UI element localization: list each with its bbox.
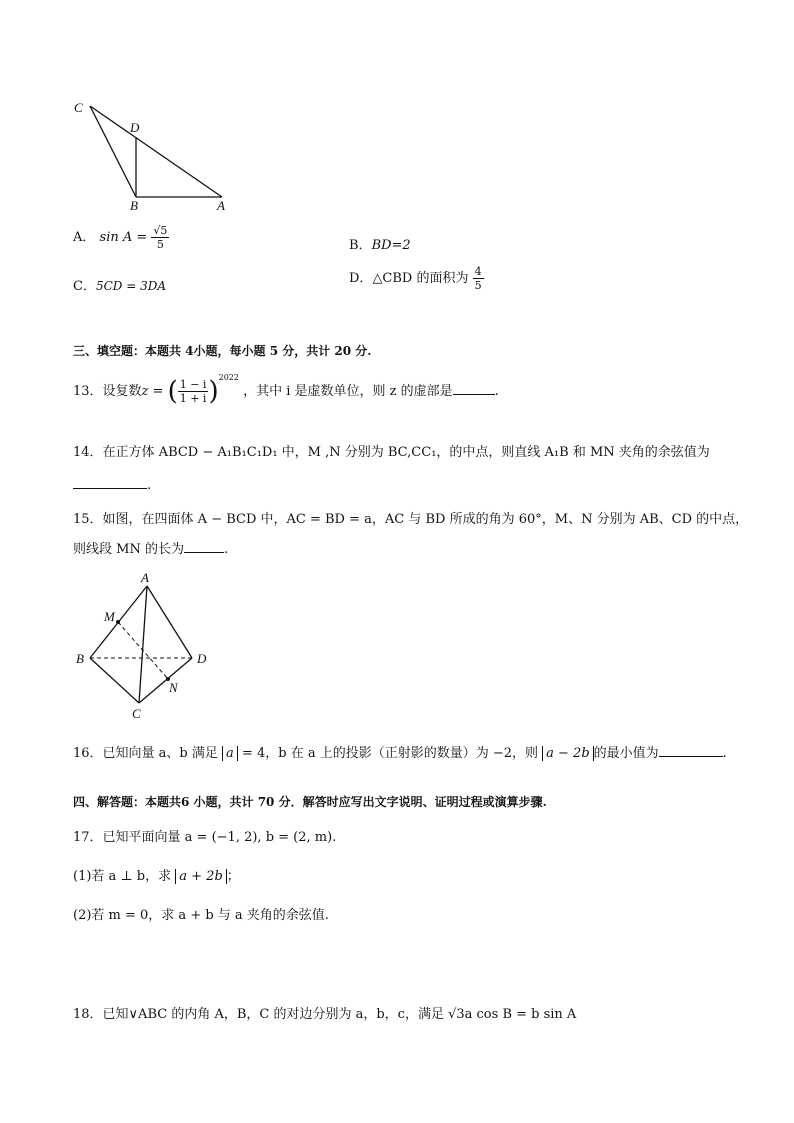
q17-part1-pre: (1)若 a ⊥ b，求 — [73, 869, 172, 884]
tetra-label-b: B — [76, 651, 84, 666]
q15-line2-text: 则线段 MN 的长为 — [73, 542, 184, 557]
point-m — [116, 620, 120, 624]
option-d-fraction — [473, 265, 484, 292]
option-b-text: BD=2 — [371, 238, 411, 253]
tetra-label-n: N — [169, 680, 178, 695]
tetra-label-c: C — [132, 706, 141, 721]
question-13: 13．设复数z = ( $\frac{1 - i}{1 + i}$ )$^{2022}$ ，其中 i 是虚数单位，则 z 的虚部是 . — [73, 372, 499, 407]
option-d — [349, 265, 484, 292]
label-d: D — [130, 120, 140, 135]
q13-den: 1 + i — [179, 392, 207, 405]
q13-z: z = — [141, 384, 164, 399]
option-d-prefix: D． — [349, 271, 373, 286]
tetra-label-m: M — [104, 609, 115, 624]
q17-part1-abs: a + 2b — [175, 869, 227, 884]
option-d-text: △CBD 的面积为 — [372, 271, 469, 286]
q16-pre: 16．已知向量 a、b 满足 — [73, 746, 218, 761]
triangle-figure — [70, 96, 230, 211]
option-d-den: 5 — [474, 279, 482, 292]
q16-abs-a: a — [222, 746, 238, 761]
q15-answer-blank[interactable] — [184, 540, 224, 553]
q16-answer-blank[interactable] — [659, 744, 723, 757]
q13-answer-blank[interactable] — [453, 382, 495, 395]
q16-end: . — [722, 746, 727, 761]
edge-ac — [139, 586, 147, 703]
tetra-label-a: A — [141, 570, 149, 585]
q13-end: . — [494, 384, 499, 399]
question-15-line2 — [73, 538, 228, 557]
edge-ad — [147, 586, 192, 658]
segment-mn — [118, 622, 168, 679]
q14-end: . — [147, 478, 152, 493]
q16-mid: = 4，b 在 a 上的投影（正射影的数量）为 −2，则 — [241, 746, 538, 761]
option-c-text: 5CD = 3DA — [95, 279, 166, 293]
q13-post: ，其中 i 是虚数单位，则 z 的虚部是 — [243, 384, 453, 399]
option-a — [73, 224, 169, 251]
label-a: A — [217, 198, 225, 213]
option-b-prefix: B． — [349, 238, 372, 253]
question-15-line1: 15．如图，在四面体 A − BCD 中，AC = BD = a，AC 与 BD 所成的角为 60°，M、N 分别为 AB、CD 的中点， — [73, 512, 749, 527]
label-c: C — [74, 100, 83, 115]
q13-pre: 13．设复数 — [73, 384, 142, 399]
q13-fraction — [178, 378, 209, 405]
question-16 — [73, 742, 727, 761]
q13-exponent: 2022 — [218, 372, 239, 382]
option-a-fraction — [151, 224, 169, 251]
section-4-heading: 四、解答题：本题共6 小题，共计 70 分．解答时应写出文字说明、证明过程或演算步骤. — [73, 795, 547, 809]
q16-abs-expr: a − 2b — [542, 746, 594, 761]
tetrahedron-figure — [72, 570, 222, 720]
option-a-den: 5 — [156, 238, 164, 251]
edge-bc — [90, 658, 139, 703]
question-17-stem: 17．已知平面向量 a = (−1, 2), b = (2, m). — [73, 830, 337, 845]
question-17-part2: (2)若 m = 0，求 a + b 与 a 夹角的余弦值. — [73, 908, 329, 923]
edge-ca — [90, 106, 222, 197]
q14-answer-blank[interactable] — [73, 476, 147, 489]
q16-post: 的最小值为 — [593, 746, 659, 761]
option-b — [349, 234, 411, 253]
option-a-prefix: A． — [73, 230, 96, 245]
label-b: B — [130, 198, 138, 213]
tetra-label-d: D — [197, 651, 207, 666]
question-14-line2 — [73, 476, 151, 493]
q15-end: . — [223, 542, 229, 557]
option-a-text: sin A = — [99, 230, 148, 245]
q13-num: 1 − i — [179, 378, 207, 391]
option-a-num: √5 — [153, 224, 168, 237]
option-c — [73, 275, 166, 294]
section-3-heading: 三、填空题：本题共 4小题，每小题 5 分，共计 20 分. — [73, 344, 372, 358]
question-18-stem: 18．已知∨ABC 的内角 A，B，C 的对边分别为 a，b，c，满足 √3a cos B = b sin A — [73, 1007, 577, 1022]
edge-cd — [139, 658, 192, 703]
option-d-num: 4 — [474, 265, 482, 278]
question-17-part1 — [73, 865, 240, 884]
question-14-line1: 14．在正方体 ABCD − A₁B₁C₁D₁ 中，M ,N 分别为 BC,CC₁，的中点，则直线 A₁B 和 MN 夹角的余弦值为 — [73, 445, 710, 460]
q17-part1-post: ； — [226, 869, 240, 884]
option-c-prefix: C． — [73, 279, 96, 294]
